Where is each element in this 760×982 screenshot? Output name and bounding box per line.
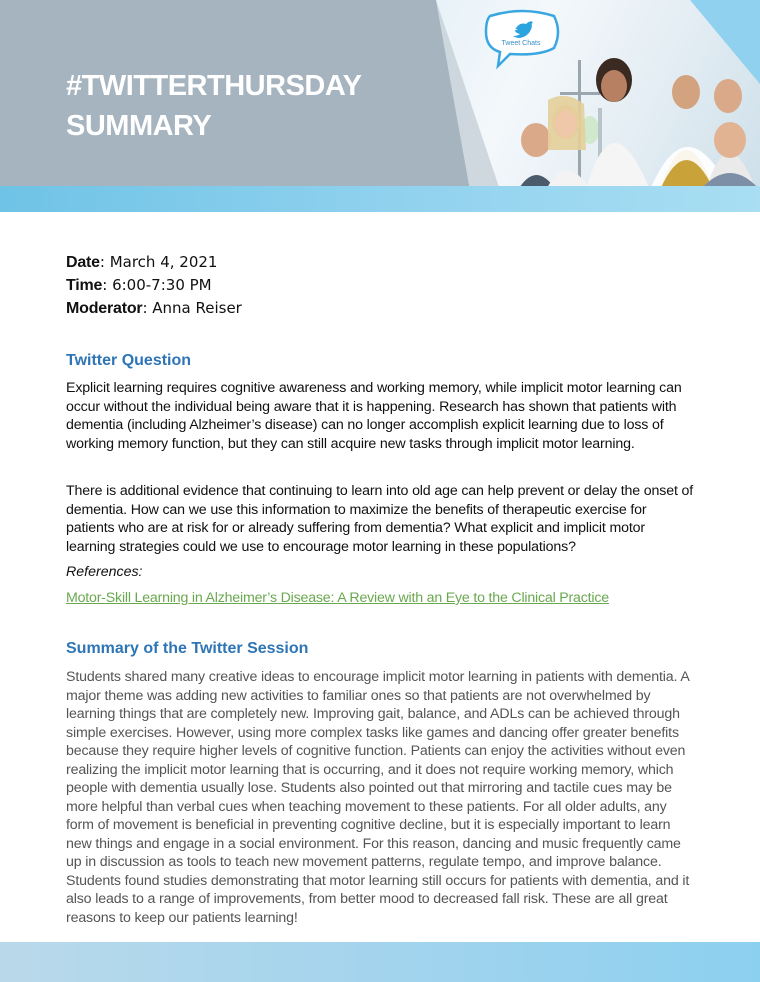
- date-label: Date: [66, 254, 100, 271]
- session-meta: [66, 251, 242, 320]
- time-row: [66, 274, 242, 297]
- moderator-value: : Anna Reiser: [142, 299, 242, 317]
- moderator-label: Moderator: [66, 300, 143, 317]
- references-label: References:: [66, 564, 143, 580]
- summary-heading: Summary of the Twitter Session: [66, 640, 309, 657]
- footer-bar: [0, 942, 760, 982]
- title-line-2: SUMMARY: [66, 110, 212, 142]
- header-banner: [0, 0, 760, 212]
- question-heading: Twitter Question: [66, 352, 192, 369]
- date-value: : March 4, 2021: [99, 253, 218, 271]
- twitter-bird-icon: [480, 8, 564, 70]
- question-paragraph-1: Explicit learning requires cognitive awareness and working memory, while implicit motor learning can occur without the individual being aware that it is happening. Research has shown that patients with dementia (including Alzheimer’s disease) can no longer accomplish explicit learning due to loss of working memory function, but they can still acquire new tasks through implicit motor learning.: [66, 380, 682, 452]
- banner-bottom-stripe: [0, 186, 760, 212]
- page-title: [66, 66, 361, 146]
- time-label: Time: [66, 277, 103, 294]
- summary-paragraph: Students shared many creative ideas to encourage implicit motor learning in patients with dementia. A major theme was adding new activities to familiar ones so that patients are not overwhelmed by learning things that are completely new. Improving gait, balance, and ADLs can be achieved through simple exercises. However, using more complex tasks like games and dancing offer greater benefits because they require higher levels of cognitive function. Patients can enjoy the activities without even realizing the implicit motor learning that is occurring, and it does not require working memory, which people with dementia usually lose. Students also pointed out that mirroring and tactile cues may be more helpful than verbal cues when teaching movement to these patients. For all older adults, any form of movement is beneficial in preventing cognitive decline, but it is especially important to learn new things and engage in a social environment. For this reason, dancing and music frequently came up in discussion as tools to teach new movement patterns, regulate tempo, and improve balance. Students found studies demonstrating that motor learning still occurs for patients with dementia, and it also leads to a range of improvements, from better mood to decreased fall risk. These are all great reasons to keep our patients learning!: [66, 669, 690, 926]
- date-row: [66, 251, 242, 274]
- logo-caption: Tweet Chats: [501, 40, 541, 47]
- moderator-row: [66, 297, 242, 320]
- reference-link[interactable]: Motor-Skill Learning in Alzheimer’s Disease: A Review with an Eye to the Clinical Practice: [66, 590, 609, 606]
- question-paragraph-2: There is additional evidence that continuing to learn into old age can help prevent or delay the onset of dementia. How can we use this information to maximize the benefits of therapeutic exercise for patients who are at risk for or already suffering from dementia? What explicit and implicit motor learning strategies could we use to encourage motor learning in these populations?: [66, 483, 694, 555]
- time-value: : 6:00-7:30 PM: [102, 276, 212, 294]
- title-line-1: #TWITTERTHURSDAY: [66, 70, 362, 102]
